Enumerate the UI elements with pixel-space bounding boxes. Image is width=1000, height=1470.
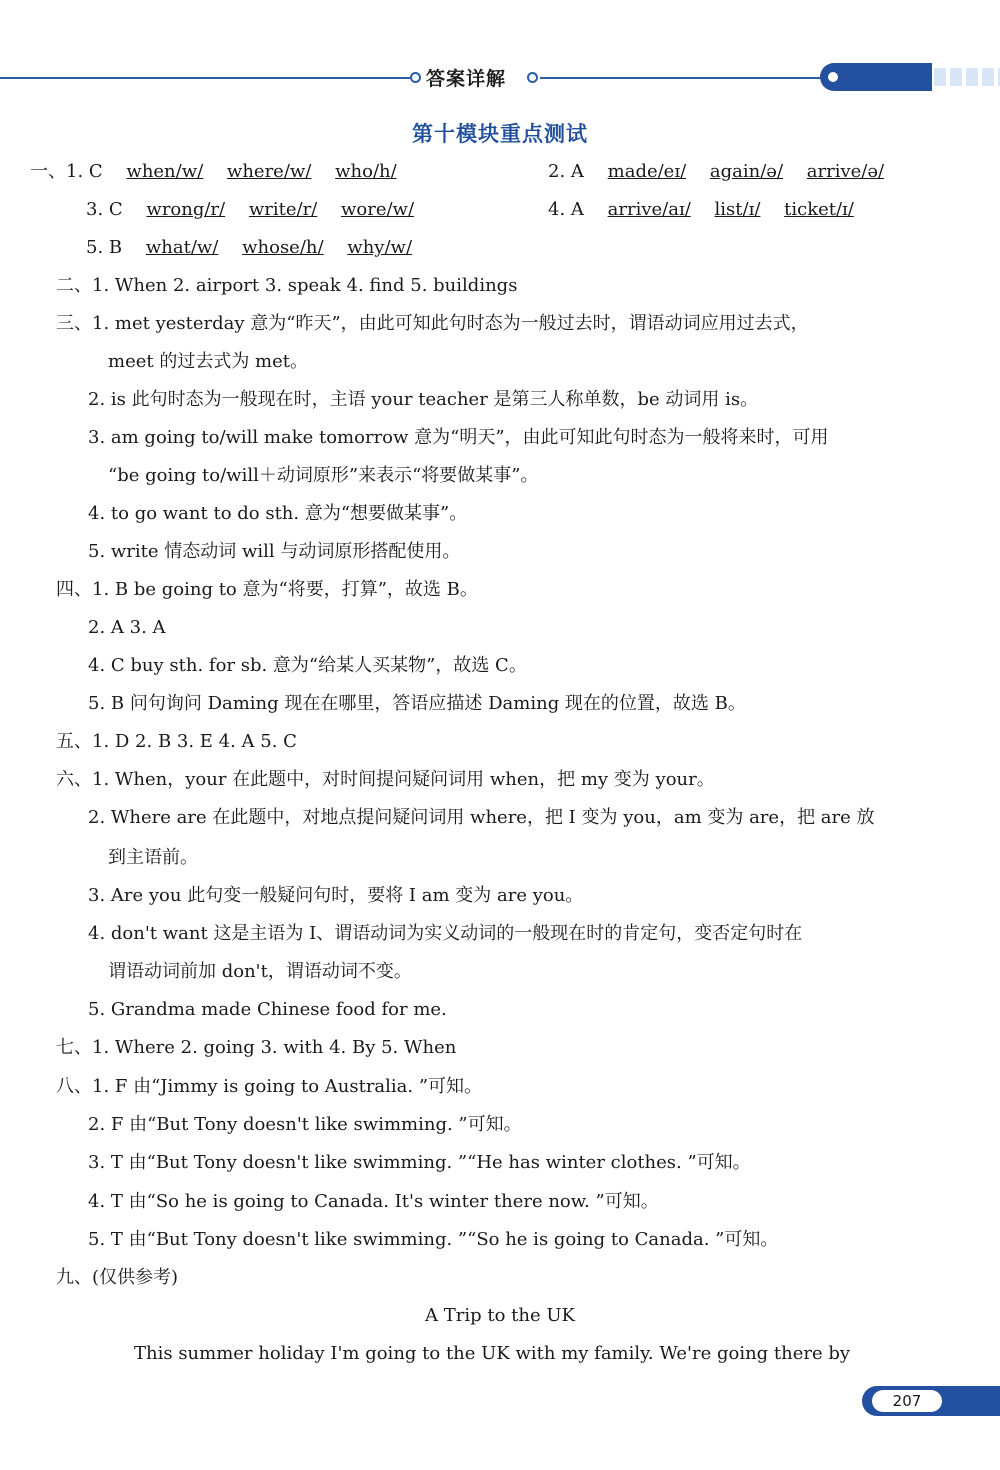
phonetic-word: wore/w/	[340, 199, 415, 220]
item-label: 2. A	[548, 161, 584, 182]
phonetic-word: arrive/ə/	[806, 161, 885, 182]
answer-line: 七、1. Where 2. going 3. with 4. By 5. When	[56, 1037, 457, 1058]
answer-line: 谓语动词前加 don't，谓语动词不变。	[108, 961, 412, 982]
answer-line: 2. F 由“But Tony doesn't like swimming. ”可知。	[88, 1114, 522, 1135]
answer-line: 5. write 情态动词 will 与动词原形搭配使用。	[88, 541, 461, 562]
phonetic-word: again/ə/	[709, 161, 784, 182]
header-rule-right	[540, 77, 825, 79]
phonetic-word: wrong/r/	[146, 199, 226, 220]
section-1-row-2	[86, 198, 432, 222]
item-label: 4. A	[548, 199, 584, 220]
item-label: 5. B	[86, 237, 123, 258]
answer-line: “be going to/will＋动词原形”来表示“将要做某事”。	[108, 465, 539, 486]
answer-line: meet 的过去式为 met。	[108, 351, 309, 372]
answer-line: 5. T 由“But Tony doesn't like swimming. ”“So he is going to Canada. ”可知。	[88, 1229, 779, 1250]
answer-line: 二、1. When 2. airport 3. speak 4. find 5. buildings	[56, 275, 518, 296]
answer-line: 5. B 问句询问 Daming 现在在哪里，答语应描述 Daming 现在的位置，故选 B。	[88, 693, 746, 714]
section-1-row-3	[86, 236, 430, 260]
answer-line: 六、1. When，your 在此题中，对时间提问疑问词用 when，把 my 变为 your。	[56, 769, 715, 790]
header-title: 答案详解	[426, 68, 507, 90]
header-dot-icon	[410, 72, 421, 83]
phonetic-word: why/w/	[347, 237, 413, 258]
answer-line: 3. Are you 此句变一般疑问句时，要将 I am 变为 are you。	[88, 885, 584, 906]
essay-title: A Trip to the UK	[425, 1305, 575, 1326]
phonetic-word: made/eɪ/	[607, 161, 687, 182]
answer-line: 九、(仅供参考)	[56, 1267, 179, 1288]
answer-line: 八、1. F 由“Jimmy is going to Australia. ”可知。	[56, 1076, 483, 1097]
answer-line: 3. am going to/will make tomorrow 意为“明天”，由此可知此句时态为一般将来时，可用	[88, 427, 829, 448]
item-label: 一、1. C	[30, 161, 103, 182]
header-dot-icon	[527, 72, 538, 83]
section-1-row-1b	[548, 160, 902, 184]
phonetic-word: who/h/	[335, 161, 397, 182]
header-stripes-decoration	[934, 68, 1000, 86]
phonetic-word: where/w/	[226, 161, 312, 182]
page-title: 第十模块重点测试	[412, 122, 588, 146]
phonetic-word: when/w/	[126, 161, 204, 182]
answer-line: 3. T 由“But Tony doesn't like swimming. ”“He has winter clothes. ”可知。	[88, 1152, 751, 1173]
phonetic-word: ticket/ɪ/	[784, 199, 854, 220]
section-1-row-2b	[548, 198, 872, 222]
header-rule-left	[0, 77, 410, 79]
essay-text: This summer holiday I'm going to the UK with my family. We're going there by	[134, 1343, 851, 1364]
answer-line: 四、1. B be going to 意为“将要，打算”，故选 B。	[56, 579, 478, 600]
phonetic-word: write/r/	[248, 199, 318, 220]
section-1-row-1	[30, 160, 415, 184]
answer-line: 2. is 此句时态为一般现在时，主语 your teacher 是第三人称单数，be 动词用 is。	[88, 389, 759, 410]
answer-line: 2. A 3. A	[88, 617, 166, 638]
answer-line: 2. Where are 在此题中，对地点提问疑问词用 where，把 I 变为 you，am 变为 are，把 are 放	[88, 807, 875, 828]
phonetic-word: what/w/	[145, 237, 219, 258]
header-tab-dot-icon	[828, 72, 838, 82]
phonetic-word: whose/h/	[242, 237, 324, 258]
answer-line: 4. C buy sth. for sb. 意为“给某人买某物”，故选 C。	[88, 655, 527, 676]
answer-line: 4. to go want to do sth. 意为“想要做某事”。	[88, 503, 468, 524]
phonetic-word: list/ɪ/	[714, 199, 761, 220]
phonetic-word: arrive/aɪ/	[607, 199, 691, 220]
answer-line: 4. T 由“So he is going to Canada. It's winter there now. ”可知。	[88, 1191, 659, 1212]
answer-line: 5. Grandma made Chinese food for me.	[88, 999, 447, 1020]
answer-line: 三、1. met yesterday 意为“昨天”，由此可知此句时态为一般过去时，谓语动词应用过去式，	[56, 313, 809, 334]
answer-line: 五、1. D 2. B 3. E 4. A 5. C	[56, 731, 297, 752]
item-label: 3. C	[86, 199, 123, 220]
answer-line: 4. don't want 这是主语为 I、谓语动词为实义动词的一般现在时的肯定句，变否定句时在	[88, 923, 803, 944]
page-number: 207	[872, 1390, 942, 1412]
answer-line: 到主语前。	[108, 847, 198, 868]
